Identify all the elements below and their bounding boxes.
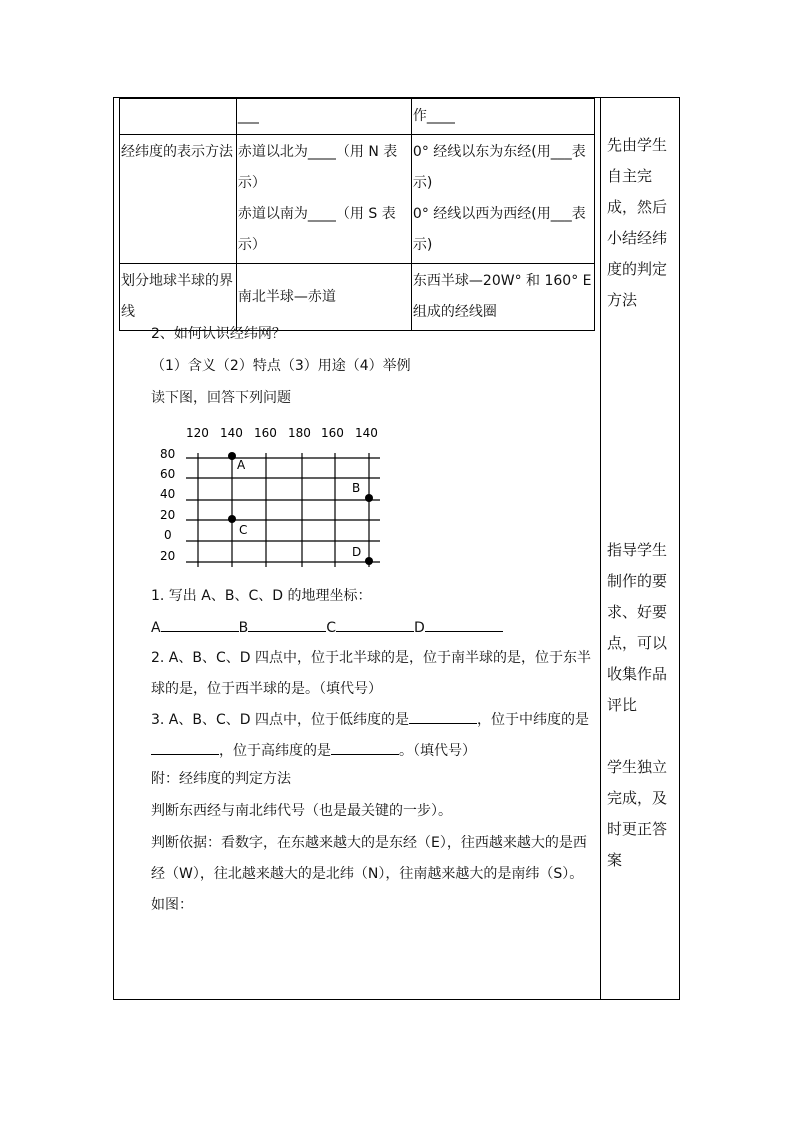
south-notation: 赤道以南为____（用 S 表示）: [237, 206, 396, 253]
lon-label: 140: [220, 426, 243, 440]
answer-label-d: D: [413, 620, 425, 636]
answer-blank-d[interactable]: [425, 617, 503, 632]
cell-r0c2: ___: [236, 99, 411, 135]
answer-blank-a[interactable]: [161, 617, 239, 632]
lat-label: 80: [160, 447, 176, 461]
north-notation: 赤道以北为____（用 N 表示）: [237, 144, 398, 191]
answer-label-a: A: [151, 620, 161, 636]
point-a-dot: [228, 452, 236, 460]
point-b-label: B: [352, 481, 361, 495]
point-a-label: A: [237, 458, 246, 472]
q3-part-c: ，位于高纬度的是: [219, 743, 331, 759]
q2-heading: 2、如何认识经纬网？: [151, 326, 286, 342]
point-c-label: C: [239, 523, 248, 537]
lon-label: 120: [186, 426, 209, 440]
lon-label: 160: [321, 426, 344, 440]
q3-part-d: 。（填代号）: [399, 743, 476, 759]
cell-r1c3: [411, 135, 594, 264]
answer-label-c: C: [326, 620, 336, 636]
q2-paragraph: 2. A、B、C、D 四点中，位于北半球的是，位于南半球的是，位于东半球的是，位于西半球的是。（填代号）: [151, 650, 591, 697]
q2-items: （1）含义（2）特点（3）用途（4）举例: [151, 358, 411, 374]
west-notation: 0° 经线以西为西经(用___表示): [412, 206, 586, 253]
mid-latitude-blank[interactable]: [151, 740, 219, 755]
answer-blank-c[interactable]: [336, 617, 414, 632]
answer-blank-b[interactable]: [248, 617, 326, 632]
lon-label: 160: [254, 426, 277, 440]
cell-r2c1: 划分地球半球的界线: [120, 264, 237, 331]
column-divider: [600, 97, 601, 1000]
judge-step: 判断东西经与南北纬代号（也是最关键的一步）。: [151, 803, 452, 819]
lon-label: 180: [288, 426, 311, 440]
point-d-label: D: [352, 545, 362, 559]
teacher-note-3: 学生独立完成，及时更正答案: [607, 758, 668, 869]
low-latitude-blank[interactable]: [409, 709, 477, 724]
q3-paragraph: [151, 705, 596, 767]
lat-label: 20: [160, 549, 176, 563]
q1-text: 1. 写出 A、B、C、D 的地理坐标：: [151, 588, 372, 604]
cell-r1c1: 经纬度的表示方法: [120, 135, 237, 264]
judge-basis: 判断依据：看数字，在东越来越大的是东经（E），往西越来越大的是西经（W），往北越来越大的是北纬（N），往南越来越大的是南纬（S）。如图：: [151, 835, 587, 913]
cell-r0c1: [120, 99, 237, 135]
teacher-note-1: 先由学生自主完成，然后小结经纬度的判定方法: [607, 136, 668, 309]
teacher-note-2: 指导学生制作的要求、好要点，可以收集作品评比: [607, 541, 668, 714]
lon-label: 140: [355, 426, 378, 440]
answer-label-b: B: [238, 620, 249, 636]
lat-label: 20: [160, 508, 176, 522]
cell-r1c2: [236, 135, 411, 264]
cell-r2c3: 东西半球—20W° 和 160° E 组成的经线圈: [411, 264, 594, 331]
graticule-diagram: [150, 420, 390, 580]
appendix-heading: 附：经纬度的判定方法: [151, 771, 291, 787]
coordinate-answers: [151, 617, 503, 636]
point-c-dot: [228, 515, 236, 523]
lat-label: 40: [160, 487, 176, 501]
q3-part-a: 3. A、B、C、D 四点中，位于低纬度的是: [151, 712, 409, 728]
q3-part-b: ，位于中纬度的是: [477, 712, 589, 728]
east-notation: 0° 经线以东为东经(用___表示): [412, 144, 586, 191]
point-d-dot: [365, 557, 373, 565]
high-latitude-blank[interactable]: [331, 740, 399, 755]
read-instruction: 读下图，回答下列问题: [151, 390, 291, 406]
summary-table: [119, 98, 595, 331]
cell-r2c2: 南北半球—赤道: [236, 264, 411, 331]
point-b-dot: [365, 494, 373, 502]
lat-label: 60: [160, 467, 176, 481]
lat-label: 0: [164, 528, 172, 542]
cell-r0c3: 作____: [411, 99, 594, 135]
